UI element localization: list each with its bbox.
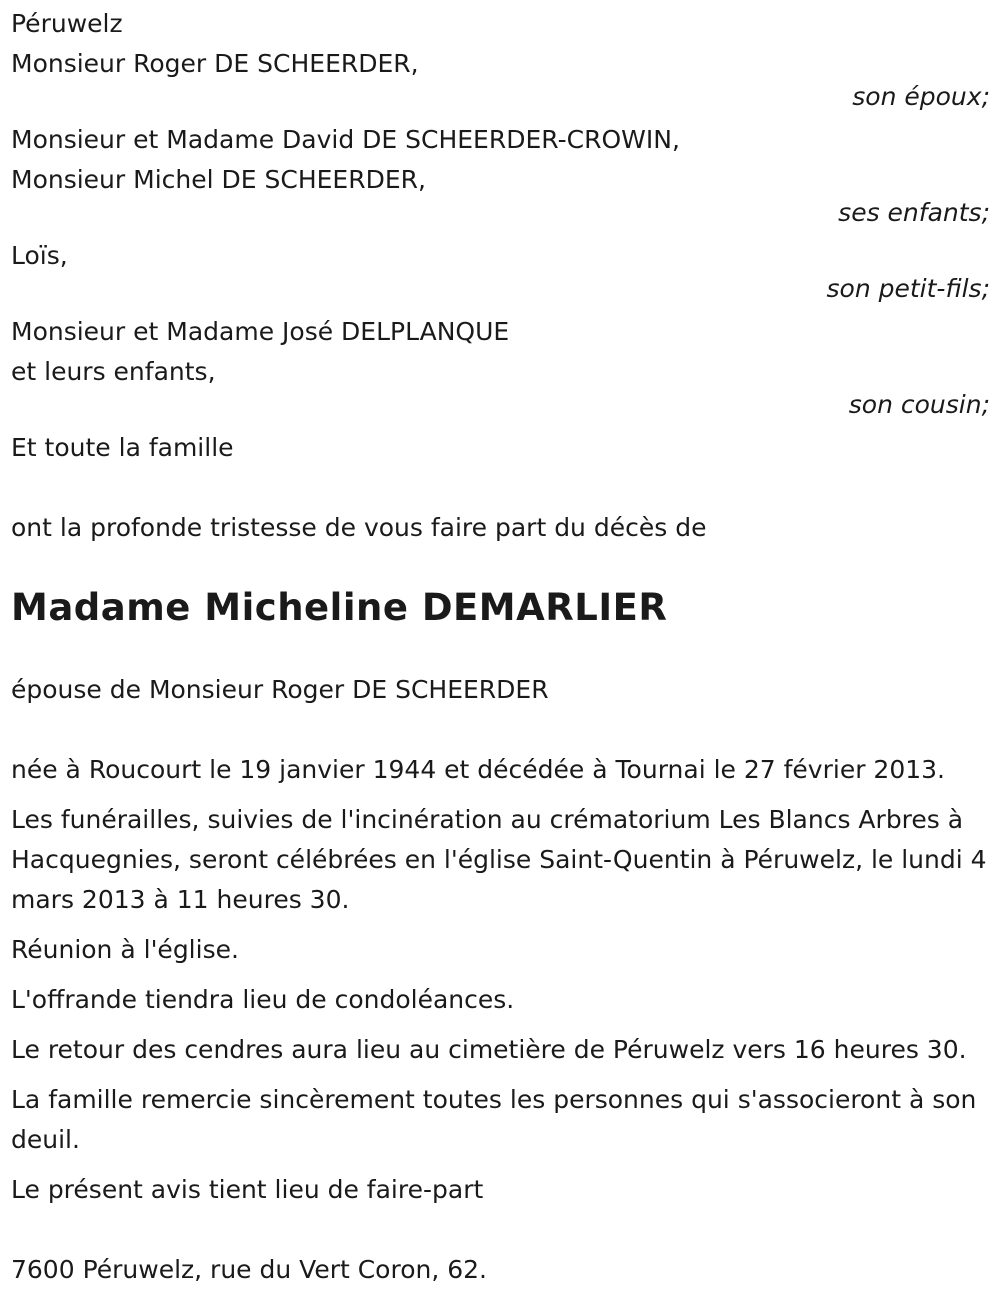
family-role: son cousin; bbox=[848, 390, 990, 419]
offering-info: L'offrande tiendra lieu de condoléances. bbox=[11, 985, 515, 1014]
family-role: son petit-fils; bbox=[826, 274, 990, 303]
family-member-line: et leurs enfants, bbox=[11, 357, 216, 386]
rest-of-family: Et toute la famille bbox=[11, 433, 234, 462]
family-group-cousin bbox=[11, 312, 990, 418]
notice-statement: Le présent avis tient lieu de faire-part bbox=[11, 1175, 484, 1204]
family-role: ses enfants; bbox=[838, 198, 990, 227]
family-member-line: Monsieur et Madame José DELPLANQUE bbox=[11, 317, 510, 346]
spouse-line: épouse de Monsieur Roger DE SCHEERDER bbox=[11, 675, 549, 704]
funeral-details: Les funérailles, suivies de l'incinération au crématorium Les Blancs Arbres à Hacquegnies, seront célébrées en l'église Saint-Quentin à Péruwelz, le lundi 4 mars 2013 à 11 heures 30. bbox=[11, 805, 987, 914]
family-member-line: Monsieur et Madame David DE SCHEERDER-CROWIN, bbox=[11, 125, 680, 154]
family-member-line: Monsieur Michel DE SCHEERDER, bbox=[11, 165, 426, 194]
obituary-notice bbox=[0, 4, 1000, 1310]
address-line: 7600 Péruwelz, rue du Vert Coron, 62. bbox=[11, 1255, 488, 1284]
family-member-line: Loïs, bbox=[11, 241, 68, 270]
family-thanks: La famille remercie sincèrement toutes les personnes qui s'associeront à son deuil. bbox=[11, 1085, 977, 1154]
announcement-text: ont la profonde tristesse de vous faire part du décès de bbox=[11, 513, 707, 542]
birth-death-line: née à Roucourt le 19 janvier 1944 et décédée à Tournai le 27 février 2013. bbox=[11, 755, 945, 784]
family-group-spouse bbox=[11, 44, 990, 110]
family-group-children bbox=[11, 120, 990, 226]
family-member-line: Monsieur Roger DE SCHEERDER, bbox=[11, 49, 419, 78]
place-heading: Péruwelz bbox=[11, 9, 123, 38]
gathering-info: Réunion à l'église. bbox=[11, 935, 239, 964]
family-role: son époux; bbox=[852, 82, 990, 111]
ashes-return-info: Le retour des cendres aura lieu au cimetière de Péruwelz vers 16 heures 30. bbox=[11, 1035, 967, 1064]
family-group-grandchild bbox=[11, 236, 990, 302]
deceased-name: Madame Micheline DEMARLIER bbox=[11, 586, 668, 629]
